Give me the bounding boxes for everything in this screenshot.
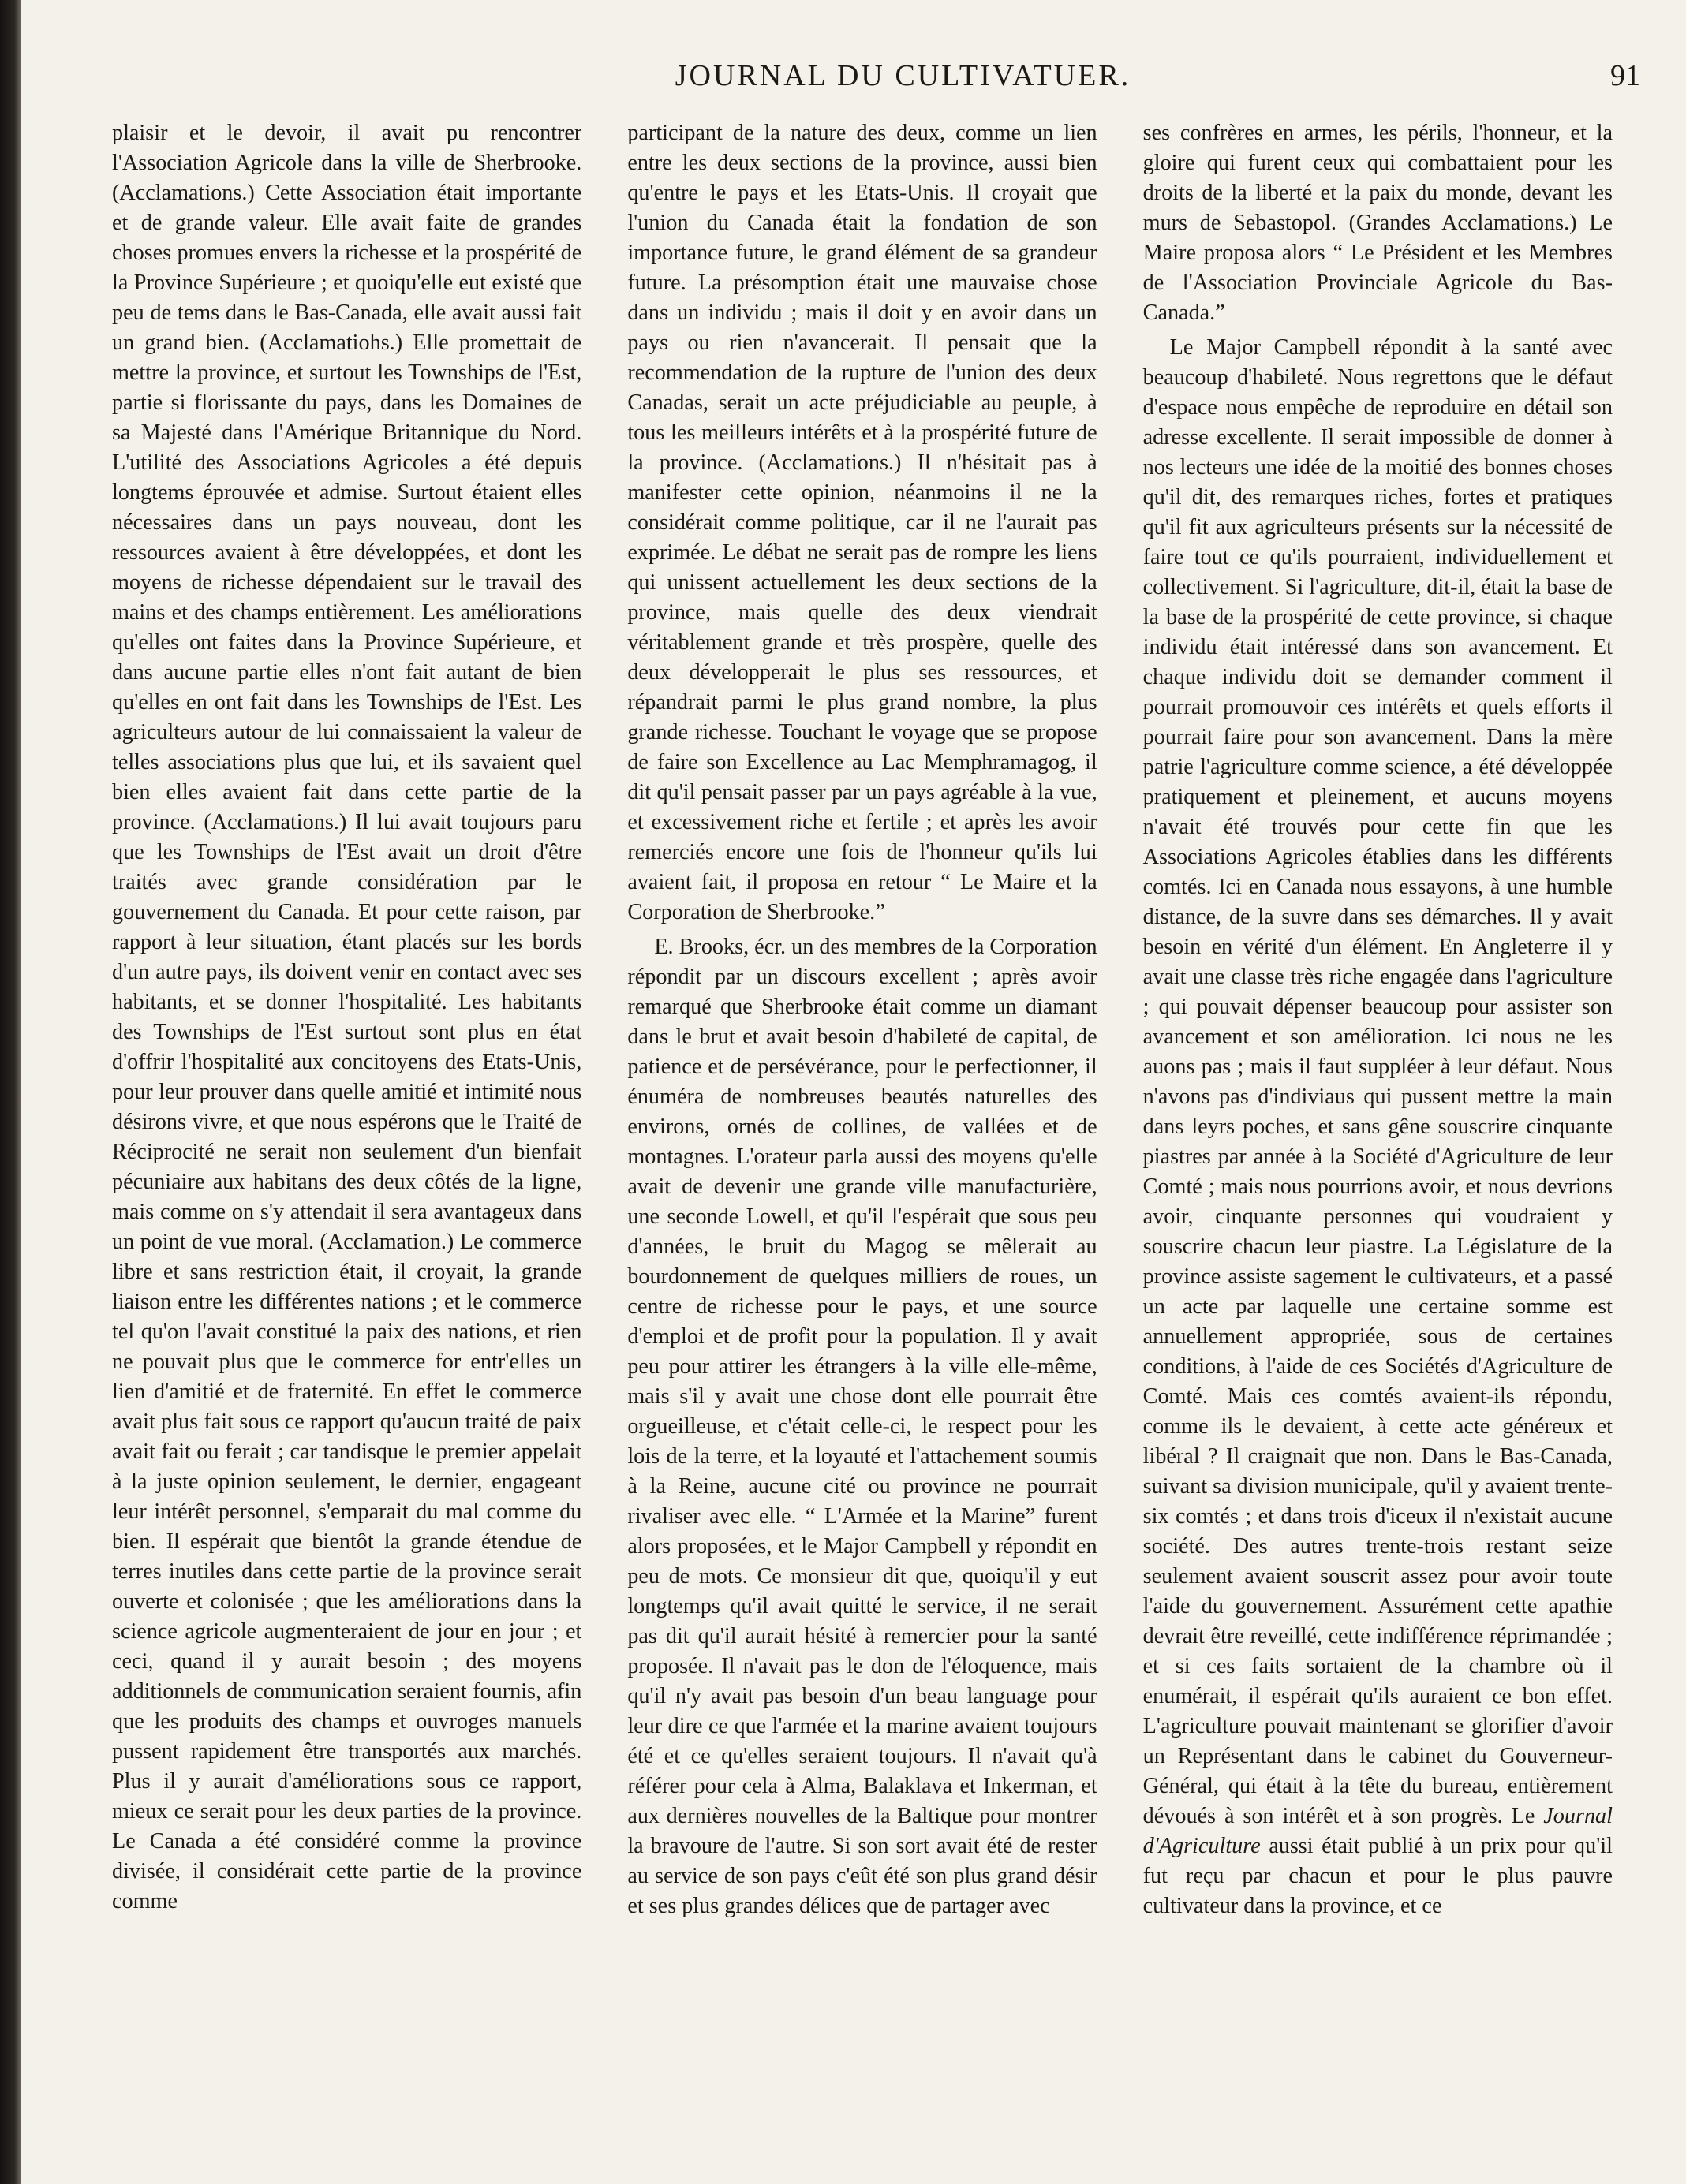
column-3-paragraph-2: [1143, 333, 1613, 1921]
column-3: [1132, 118, 1624, 2153]
column-1: [101, 118, 593, 2153]
column-2: [616, 118, 1108, 2153]
column-3-paragraph-1: ses confrères en armes, les périls, l'honneur, et la gloire qui furent ceux qui combattaient pour les droits de la liberté et la paix du monde, devant les murs de Sebastopol. (Grandes Acclamations.) Le Maire proposa alors “ Le Président et les Membres de l'Association Provinciale Agricole du Bas-Canada.”: [1142, 121, 1613, 325]
column-2-paragraph-1: participant de la nature des deux, comme un lien entre les deux sections de la province, aussi bien qu'entre le pays et les Etats-Unis. Il croyait que l'union du Canada était la fondation de son importance future, le grand élément de sa grandeur future. La présomption était une mauvaise chose dans un individu ; mais il doit y en avoir dans un pays ou rien n'avancerait. Il pensait que la recommendation de la rupture de l'union des deux Canadas, serait un acte préjudiciable au peuple, à tous les meilleurs intérêts et à la prospérité future de la province. (Acclamations.) Il n'hésitait pas à manifester cette opinion, néanmoins il ne la considérait comme politique, car il ne l'aurait pas exprimée. Le débat ne serait pas de rompre les liens qui unissent actuellement les deux sections de la province, mais quelle des deux viendrait véritablement grande et très prospère, quelle des deux développerait le plus ses ressources, et répandrait parmi le plus grand nombre, la plus grande richesse. Touchant le voyage que se propose de faire son Excellence au Lac Memphramagog, il dit qu'il pensait passer par un pays agréable à la vue, et excessivement riche et fertile ; et après les avoir remerciés encore une fois de l'honneur qu'ils lui avaient fait, il proposa en retour “ Le Maire et la Corporation de Sherbrooke.”: [627, 121, 1097, 924]
journal-title-italic: Journal d'Agriculture: [1142, 1804, 1613, 1858]
column-2-paragraph-2: E. Brooks, écr. un des membres de la Corporation répondit par un discours excellent ; après avoir remarqué que Sherbrooke était comme un diamant dans le brut et avait besoin d'habileté de capital, de patience et de persévérance, pour le perfectionner, il énuméra de nombreuses beautés naturelles des environs, ornés de collines, de vallées et de montagnes. L'orateur parla aussi des moyens qu'elle avait de devenir une grande ville manufacturière, une seconde Lowell, et qu'il l'espérait que sous peu d'années, le bruit du Magog se mêlerait au bourdonnement de quelques milliers de roues, un centre de richesse pour le pays, et une source d'emploi et de profit pour la population. Il y avait peu pour attirer les étrangers à la ville elle-même, mais s'il y avait une chose dont elle pourrait être orgueilleuse, et c'était celle-ci, le respect pour les lois de la terre, et la loyauté et l'attachement soumis à la Reine, aucune cité ou province ne pourrait rivaliser avec elle. “ L'Armée et la Marine” furent alors proposées, et le Major Campbell y répondit en peu de mots. Ce monsieur dit que, quoiqu'il y eut longtemps qu'il avait quitté le service, il ne serait pas dit qu'il aurait hésité à remercier pour la santé proposée. Il n'avait pas le don de l'éloquence, mais qu'il n'y avait pas besoin d'un beau language pour leur dire ce que l'armée et la marine avaient toujours été et ce qu'elles seraient toujours. Il n'avait qu'à référer pour cela à Alma, Balaklava et Inkerman, et aux dernières nouvelles de la Baltique pour montrer la bravoure de l'autre. Si son sort avait été de rester au service de son pays c'eût été son plus grand désir et ses plus grandes délices que de partager avec: [627, 935, 1097, 1918]
column-3-paragraph-2-text: Le Major Campbell répondit à la santé avec beaucoup d'habileté. Nous regrettons que le défaut d'espace nous empêche de reproduire en détail son adresse excellente. Il serait impossible de donner à nos lecteurs une idée de la moitié des bonnes choses qu'il dit, des remarques riches, fortes et pratiques qu'il fit aux agriculteurs présents sur la nécessité de faire tout ce qu'ils pourraient, individuellement et collectivement. Si l'agriculture, dit-il, était la base de la base de la prospérité de cette province, si chaque individu était intéressé dans son avancement. Et chaque individu doit se demander comment il pourrait promouvoir ces intérêts et quels efforts il pourrait faire pour son avancement. Dans la mère patrie l'agriculture comme science, a été développée pratiquement et pleinement, et aucuns moyens n'avait été trouvés pour cette fin que les Associations Agricoles établies dans les différents comtés. Ici en Canada nous essayons, à une humble distance, de la suvre dans ses démarches. Il y avait besoin en vérité d'un élément. En Angleterre il y avait une classe très riche engagée dans l'agriculture ; qui pouvait dépenser beaucoup pour assister son avancement et son amélioration. Ici nous ne les auons pas ; mais il faut suppléer à leur défaut. Nous n'avons pas d'indiviaus qui pussent mettre la main dans leyrs poches, et sans gêne souscrire cinquante piastres par année à la Société d'Agriculture de leur Comté ; mais nous pourrions avoir, et nous devrions avoir, cinquante personnes qui voudraient y souscrire chacun leur piastre. La Législature de la province assiste sagement le cultivateurs, et a passé un acte par laquelle une certaine somme est annuellement appropriée, sous de certaines conditions, à l'aide de ces Sociétés d'Agriculture de Comté. Mais ces comtés avaient-ils répondu, comme ils le devaient, à cette acte généreux et libéral ? Il craignait que non. Dans le Bas-Canada, suivant sa division municipale, qu'il y avaient trente-six comtés ; et dans trois d'iceux il n'existait aucune société. Des autres trente-trois restant seize seulement avaient souscrit assez pour avoir toute l'aide du gouvernement. Assurément cette apathie devrait être reveillé, cette indifférence réprimandée ; et si ces faits sortaient de la chambre où il enumérait, il espérait qu'ils auraient ce bon effet. L'agriculture pouvait maintenant se glorifier d'avoir un Représentant dans le cabinet du Gouverneur-Général, qui était à la tête du bureau, entièrement dévoués à son intérêt et à son progrès. Le: [1142, 335, 1613, 1828]
column-3-paragraph-2-tail: aussi était publié à un prix pour qu'il fut reçu par chacun et pour le plus pauvre cultivateur dans la province, et ce: [1142, 1834, 1613, 1918]
column-1-paragraph-1: plaisir et le devoir, il avait pu rencontrer l'Association Agricole dans la ville de Sherbrooke. (Acclamations.) Cette Association était importante et de grande valeur. Elle avait faite de grandes choses promues envers la richesse et la prospérité de la Province Supérieure ; et quoiqu'elle eut existé que peu de tems dans le Bas-Canada, elle avait aussi fait un grand bien. (Acclamatiohs.) Elle promettait de mettre la province, et surtout les Townships de l'Est, partie si florissante du pays, dans les Domaines de sa Majesté dans l'Amérique Britannique du Nord. L'utilité des Associations Agricoles a été depuis longtems éprouvée et admise. Surtout étaient elles nécessaires dans un pays nouveau, dont les ressources avaient à être développées, et dont les moyens de richesse dépendaient sur le travail des mains et des champs entièrement. Les améliorations qu'elles ont faites dans la Province Supérieure, et dans aucune partie elles n'ont fait autant de bien qu'elles en ont fait dans les Townships de l'Est. Les agriculteurs autour de lui connaissaient la valeur de telles associations plus que lui, et ils savaient quel bien elles avaient fait dans cette partie de la province. (Acclamations.) Il lui avait toujours paru que les Townships de l'Est avait un droit d'être traités avec grande considération par le gouvernement du Canada. Et pour cette raison, par rapport à leur situation, étant placés sur les bords d'un autre pays, ils doivent venir en contact avec ses habitants, et se donner l'hospitalité. Les habitants des Townships de l'Est surtout sont plus en état d'offrir l'hospitalité aux concitoyens des Etats-Unis, pour leur prouver dans quelle amitié et intimité nous désirons vivre, et que nous espérons que le Traité de Réciprocité ne serait non seulement d'un bienfait pécuniaire aux habitans des deux côtés de la ligne, mais comme on s'y attendait il sera avantageux dans un point de vue moral. (Acclamation.) Le commerce libre et sans restriction était, il croyait, la grande liaison entre les différentes nations ; et le commerce tel qu'on l'avait constitué la paix des nations, et rien ne pouvait plus que le commerce for entr'elles un lien d'amitié et de fraternité. En effet le commerce avait plus fait sous ce rapport qu'aucun traité de paix avait fait ou ferait ; car tandisque le premier appelait à la juste opinion seulement, le dernier, engageant leur intérêt personnel, s'emparait du mal comme du bien. Il espérait que bientôt la grande étendue de terres inutiles dans cette partie de la province serait ouverte et colonisée ; que les améliorations dans la science agricole augmenteraient de jour en jour ; et ceci, quand il y aurait besoin ; des moyens additionnels de communication seraient fournis, afin que les produits des champs et ouvroges manuels pussent rapidement être transportés aux marchés. Plus il y aurait d'améliorations sous ce rapport, mieux ce serait pour les deux parties de la province. Le Canada a été considéré comme la province divisée, il considérait cette partie de la province comme: [112, 121, 582, 1913]
running-title: JOURNAL DU CULTIVATUER.: [675, 59, 1131, 92]
text-columns: [101, 118, 1624, 2153]
page-spine-edge: [0, 0, 21, 2184]
page-header: [158, 57, 1648, 98]
page-number: 91: [1610, 59, 1640, 92]
